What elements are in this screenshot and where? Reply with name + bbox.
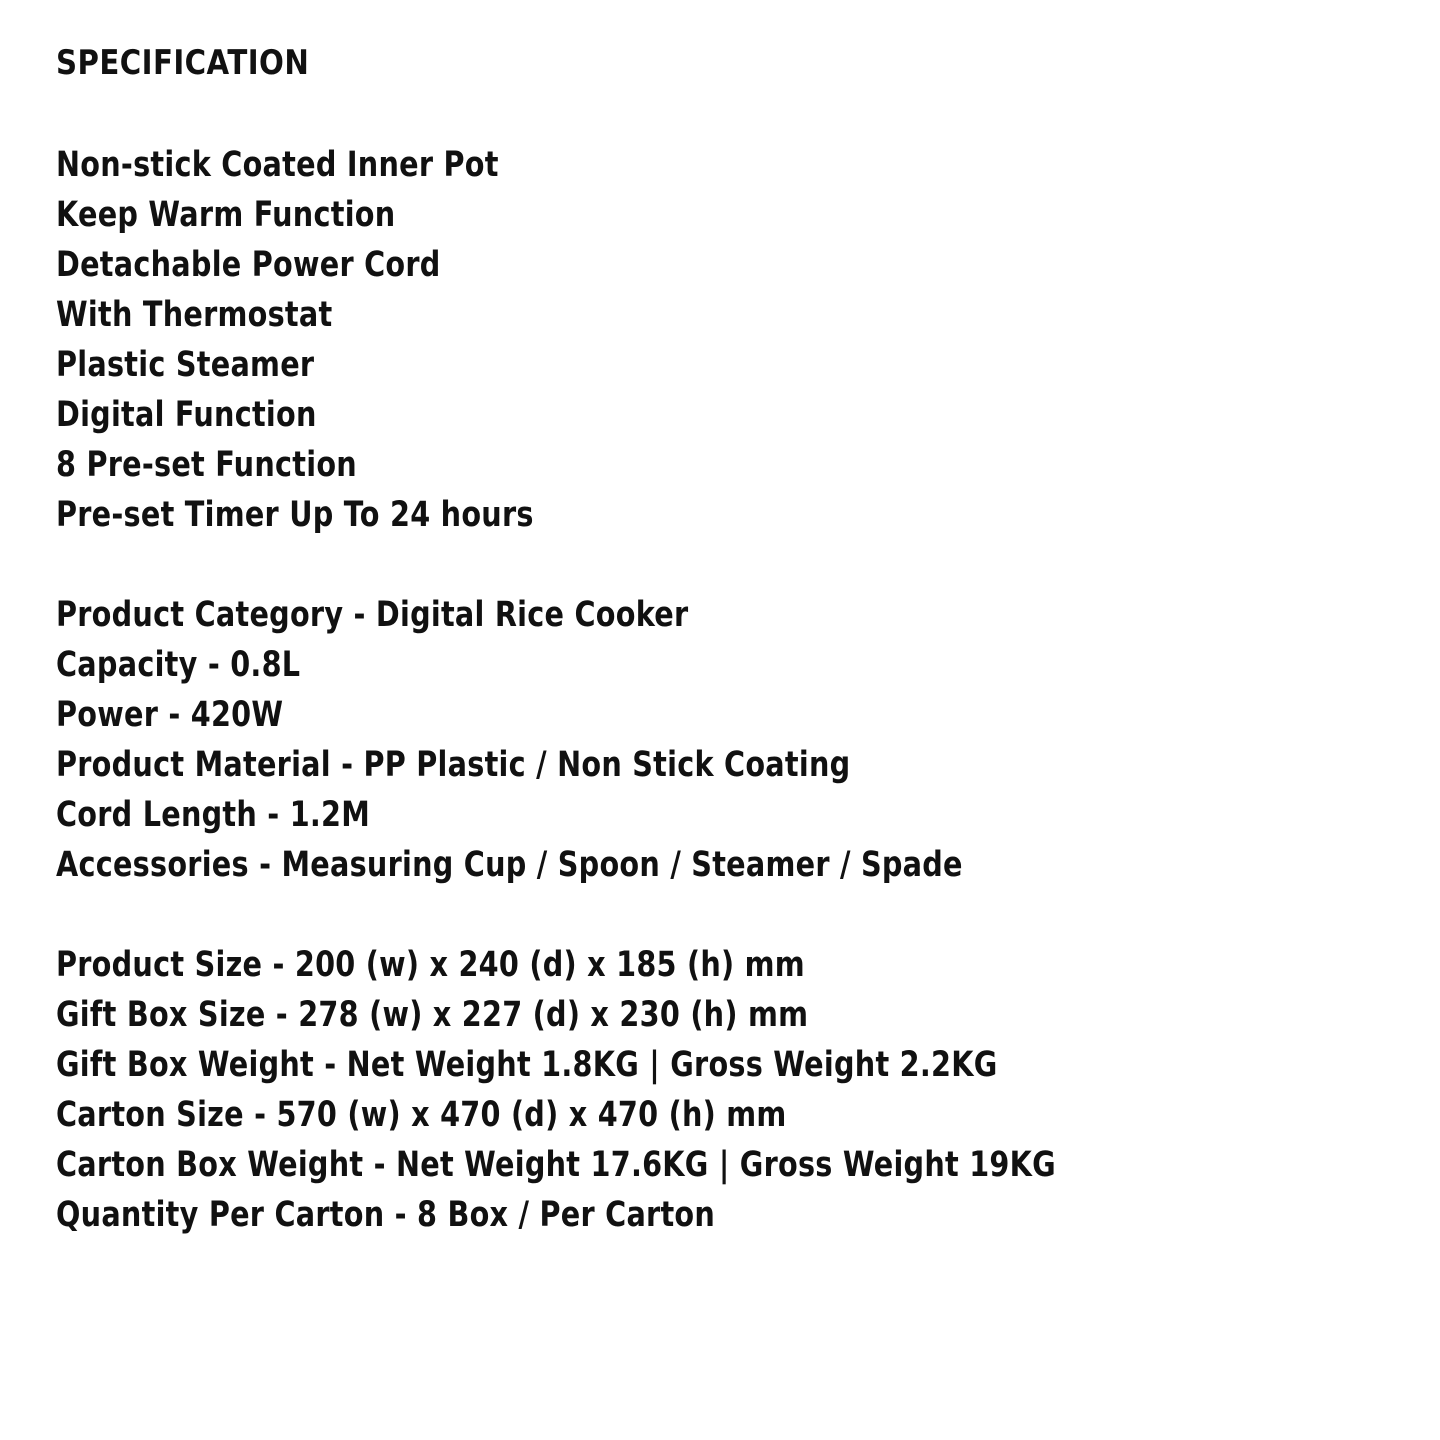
feature-item: Plastic Steamer	[56, 345, 315, 385]
product-details-list	[56, 590, 1396, 890]
packaging-item-quantity: Quantity Per Carton - 8 Box / Per Carton	[56, 1195, 716, 1235]
page-title: SPECIFICATION	[56, 43, 310, 83]
detail-item-capacity: Capacity - 0.8L	[56, 645, 301, 685]
feature-item: With Thermostat	[56, 295, 333, 335]
packaging-item-carton-weight: Carton Box Weight - Net Weight 17.6KG | Gross Weight 19KG	[56, 1145, 1056, 1185]
specification-sheet	[56, 40, 1396, 1240]
detail-item-cord-length: Cord Length - 1.2M	[56, 795, 371, 835]
packaging-item-carton-size: Carton Size - 570 (w) x 470 (d) x 470 (h) mm	[56, 1095, 787, 1135]
detail-item-material: Product Material - PP Plastic / Non Stick Coating	[56, 745, 851, 785]
packaging-item-product-size: Product Size - 200 (w) x 240 (d) x 185 (h) mm	[56, 945, 805, 985]
feature-item: Digital Function	[56, 395, 317, 435]
detail-item-category: Product Category - Digital Rice Cooker	[56, 595, 689, 635]
detail-item-accessories: Accessories - Measuring Cup / Spoon / Steamer / Spade	[56, 845, 963, 885]
feature-item: Non-stick Coated Inner Pot	[56, 145, 499, 185]
detail-item-power: Power - 420W	[56, 695, 284, 735]
features-list	[56, 140, 1396, 540]
feature-item: Keep Warm Function	[56, 195, 396, 235]
packaging-item-gift-box-weight: Gift Box Weight - Net Weight 1.8KG | Gross Weight 2.2KG	[56, 1045, 998, 1085]
packaging-list	[56, 940, 1396, 1240]
feature-item: Pre-set Timer Up To 24 hours	[56, 495, 534, 535]
feature-item: 8 Pre-set Function	[56, 445, 357, 485]
packaging-item-gift-box-size: Gift Box Size - 278 (w) x 227 (d) x 230 (h) mm	[56, 995, 809, 1035]
feature-item: Detachable Power Cord	[56, 245, 441, 285]
